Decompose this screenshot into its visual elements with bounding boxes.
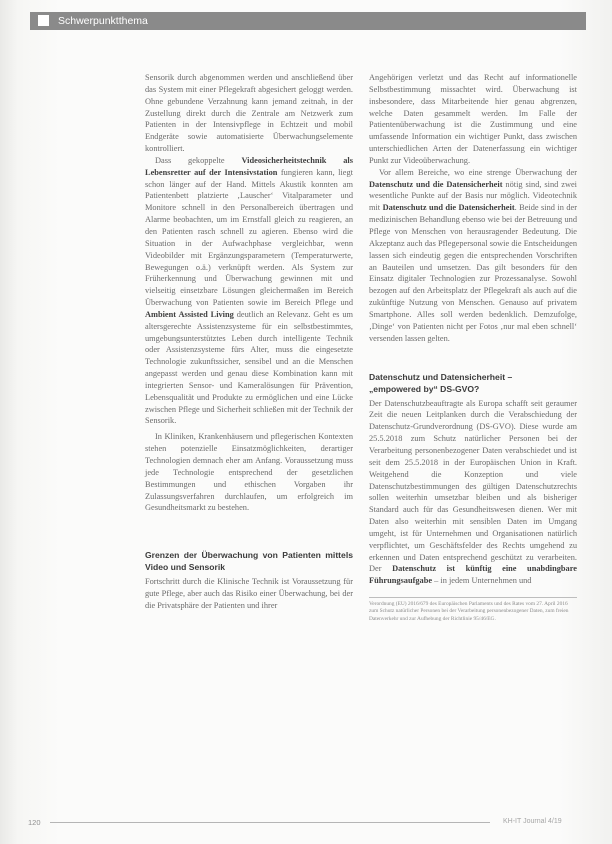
text-run: – in jedem Unternehmen und: [432, 576, 532, 586]
text-run: Dass gekoppelte: [155, 155, 242, 165]
page-number: 120: [28, 818, 41, 827]
section-heading: [369, 372, 577, 395]
highlight-text: Datenschutz und die Datensicherheit: [369, 179, 503, 189]
paragraph: Angehörigen verletzt und das Recht auf informationelle Selbstbestimmung missachtet wird. Überwachung ist insbesondere, dass Mitarbeitende hier genau abgrenzen, welche Daten gesammelt werden. Im Falle der Patientenüberwachung ist die Zustimmung und eine umfassende Information ein wichtiger Punkt, dass zwischen unterschiedlichen Arten der Datenerfassung ein wichtiger Punkt zur Videoüberwachung.: [369, 73, 577, 165]
section-header-bar: [30, 12, 586, 30]
text-run: nötig sind, sind zwei wesentliche Punkte auf der Basis nur möglich. Videotechnik mit: [369, 179, 578, 213]
journal-name: KH-IT Journal 4/19: [503, 818, 562, 825]
footnote: Verordnung (EU) 2016/679 des Europäischen Parlaments und des Rates vom 27. April 2016 zum Schutz natürlicher Personen bei der Verarbeitung personenbezogener Daten, zum freien Datenverkehr und zur Aufhebung der Richtlinie 95/46/EG.: [369, 597, 577, 623]
paragraph: In Kliniken, Krankenhäusern und pflegerischen Kontexten stehen potenzielle Einsatzmöglichkeiten, derartiger Technologien demnach eher am Anfang. Voraussetzung muss jede Technologie entsprechend der gesetzlichen Bestimmungen und ethischen Vorgaben ihr Zulassungsverfahren durchlaufen, um erfolgreich im Gesundheitsmarkt zu bestehen.: [145, 432, 353, 513]
highlight-text: Datenschutz ist künftig eine unabdingbare Führungsaufgabe: [369, 564, 577, 586]
paragraph: Sensorik durch abgenommen werden und anschließend über das System mit einer Pflegekraft abgesichert geloggt werden. Ohne gebundene Verzahnung kann jemand zeitnah, in der Zustellung direkt durch die Zentrale am Netzwerk zum Patienten in der Intensivpflege in Echtzeit und mobil Endgeräte sowie automatisierte Überwachungselemente kontrolliert.: [145, 73, 353, 154]
section-square-icon: [38, 15, 49, 26]
text-run: deutlich an Relevanz. Geht es um altersgerechte Assistenzsysteme für ein selbstbestimmtes, umgebungsunterstütztes Leben durch intelligente Technik oder Assistenzsysteme fürs Alter, muss die eingesetzte Technologie zukunftssicher, sensibel und an die Menschen angepasst werden und genau diese Kombination kann mit integrierten Sensor- und Kameralösungen für Prävention, Lebensqualität und Produkte zu ermöglichen und eine Lücke zwischen Pflege und Sicherheit schließen mit der Technik der Sensorik.: [145, 309, 353, 426]
paragraph: [369, 398, 577, 588]
highlight-text: Videosicherheitstechnik als Lebensretter auf der Intensivstation: [145, 155, 353, 177]
paragraph: Fortschritt durch die Klinische Technik ist Voraussetzung für gute Pflege, aber auch das Risiko einer Überwachung, bei der die Privatsphäre der Patienten und ihrer: [145, 577, 353, 611]
footer-rule: [50, 822, 490, 823]
paragraph: [369, 167, 577, 345]
text-run: fungieren kann, liegt schon länger auf der Hand. Mittels Akustik konnten am Patientenbett platzierte ‚Lauscher‘ Vitalparameter und Monitore schnell in den Personalbereich übertragen und Alarme beobachten, um im Ernstfall gleich zu reagieren, an den Patienten rasch schnell zu agieren. Ebenso wird die Situation in der Aufwachphase vergleichbar, wenn Videobilder mit Ergänzungsparametern (Temperaturwerte, Bewegungen o.ä.) verknüpft werden. Als System zur Früherkennung und Überwachung gewinnen mit und vielseitig einsetzbare Lösungen gleichermaßen im Bereich Überwachung von Patienten sowie im Bereich Pflege und: [145, 167, 353, 308]
heading-line: „empowered by“ DS-GVO?: [369, 384, 480, 394]
section-title: Schwerpunktthema: [58, 15, 148, 27]
right-column: [369, 72, 577, 623]
heading-line: Datenschutz und Datensicherheit –: [369, 372, 513, 383]
paragraph: [145, 155, 353, 427]
text-run: Der Datenschutzbeauftragte als Europa schafft seit geraumer Zeit die neuen Leitplanken durch die Verabschiedung der Datenschutz-Grundverordnung (DS-GVO). Diese wurde am 25.5.2018 zum Schutz natürlicher Personen bei der Verarbeitung personenbezogener Daten verabschiedet und ist seit dem 25.5.2018 in der Europäischen Union in Kraft. Weitgehend die Konzeption und viele Datenschutzbestimmungen des gültigen Datenschutzrechts sollen weiterhin umsetzbar bleiben und als bisheriger Standard auch für das Gesundheitswesen dienen. Wer mit Daten also weiterhin mit sensiblen Daten im Umgang umgeht, ist für Unternehmen und Organisationen natürlich verpflichtet, um Geschäftsfelder des Rechts umgehend zu erkennen und Daten entsprechend geschützt zu verarbeiten. Der: [369, 398, 577, 574]
highlight-text: Datenschutz und die Datensicherheit: [382, 203, 515, 213]
text-run: . Beide sind in der medizinischen Behandlung ebenso wie bei der Betreuung und Pflege von Menschen von herausragender Bedeutung. Die Akzeptanz auch das Pflegepersonal sowie die Entscheidungen lassen sich eindeutig gegen die entsprechenden Vorschriften an Bauteilen und umsetzen. Das gilt besonders für den Einsatz digitaler Technologien zur Prozessanalyse. Sowohl bezogen auf den Arbeitsplatz der Pflegekraft als auch auf die zukünftige Nutzung von Menschen. Genauso auf privatem Smartphone. Alles soll werden bedenklich. Demzufolge, ‚Dinge‘ von Patienten nicht per Fotos ‚nur mal eben schnell‘ versenden lassen gelten.: [369, 203, 577, 343]
section-heading: Grenzen der Überwachung von Patienten mittels Video und Sensorik: [145, 550, 353, 572]
text-run: Vor allem Bereiche, wo eine strenge Überwachung der: [379, 167, 577, 177]
highlight-text: Ambient Assisted Living: [145, 309, 234, 319]
left-column: [145, 72, 353, 612]
